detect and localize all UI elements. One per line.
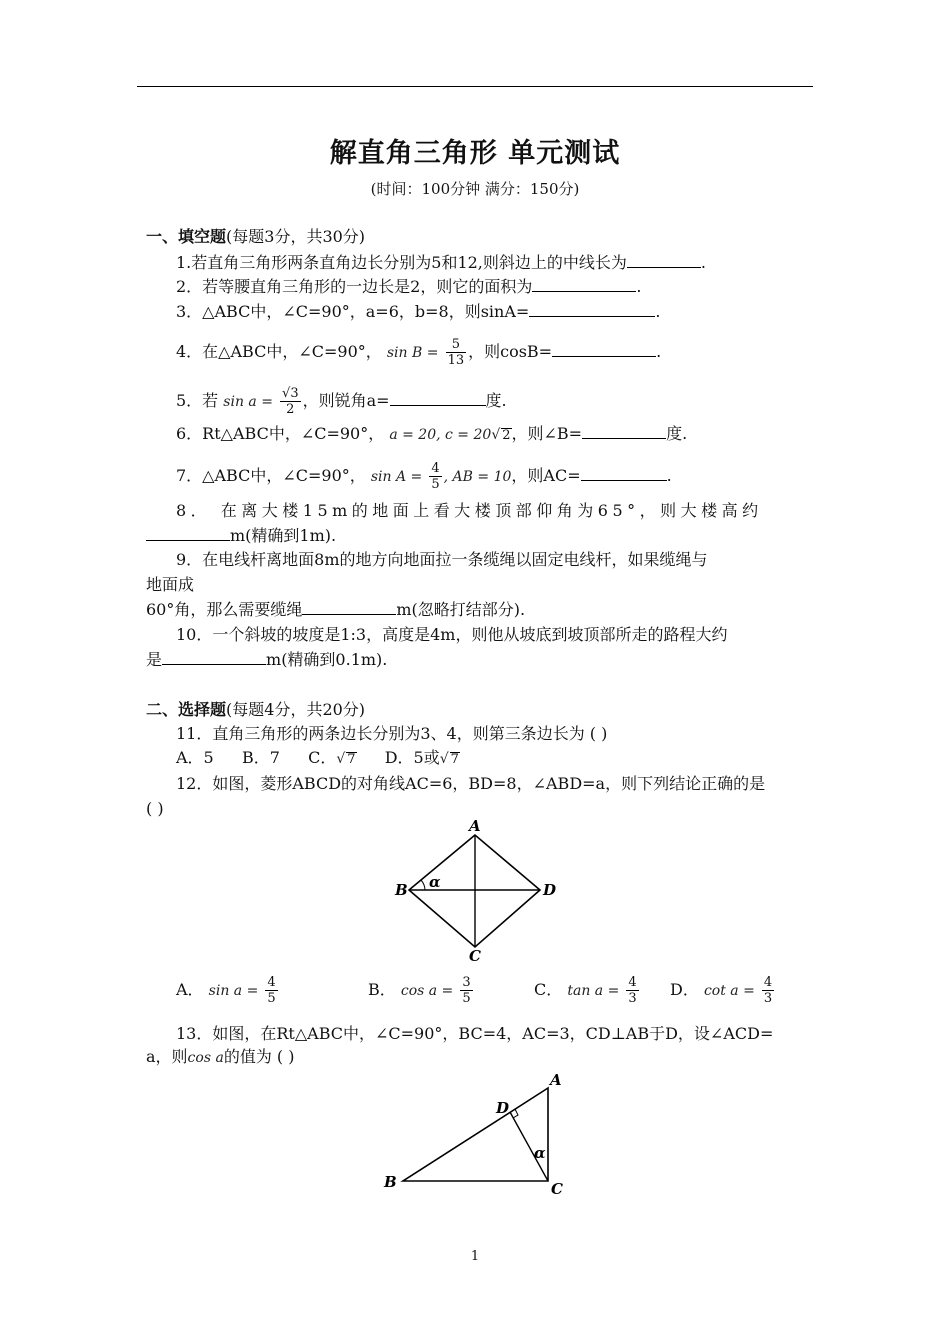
vertex-label-a: A — [469, 817, 481, 835]
answer-blank-9[interactable] — [302, 600, 396, 615]
page-number: 1 — [470, 1249, 480, 1264]
question-11-options — [176, 748, 460, 769]
option-12d[interactable]: D． cot a = $\frac{4}{3}$ — [670, 975, 773, 1006]
answer-blank-6[interactable] — [582, 424, 666, 439]
fraction: $\frac{4}{5}$ — [431, 461, 440, 492]
question-2: 2．若等腰直角三角形的一边长是2，则它的面积为 . — [176, 277, 642, 296]
section2-heading: 二、选择题 — [146, 700, 227, 719]
answer-blank-3[interactable] — [529, 302, 655, 317]
question-9-line1: 9．在电线杆离地面8m的地方向地面拉一条缆绳以固定电线杆，如果缆绳与 — [176, 550, 708, 569]
vertex-label-b: B — [384, 1173, 397, 1191]
question-6: 6．Rt△ABC中，∠C=90°， a = 20, c = 20√ 2，则∠B= 度. — [176, 424, 688, 443]
answer-blank-4[interactable] — [552, 342, 656, 357]
question-3: 3．△ABC中，∠C=90°，a=6，b=8，则sinA= . — [176, 302, 661, 321]
vertex-label-c: C — [469, 947, 481, 965]
question-4: 4．在△ABC中，∠C=90°， sin B = $\frac{5}{13}$ ，则cosB= . — [176, 337, 662, 368]
fraction: $\frac{5}{13}$ — [447, 337, 465, 368]
option-a[interactable]: A．5 — [176, 748, 214, 767]
question-10-line2: 是 m(精确到0.1m). — [146, 650, 388, 669]
question-9-line3: 60°角，那么需要缆绳 m(忽略打结部分). — [146, 600, 526, 619]
vertex-label-d: D — [496, 1099, 510, 1117]
option-12c[interactable]: C． tan a = $\frac{4}{3}$ — [534, 975, 637, 1006]
question-9-line2: 地面成 — [146, 575, 195, 594]
question-11: 11．直角三角形的两条边长分别为3、4，则第三条边长为 ( ) — [176, 724, 608, 743]
right-triangle-figure — [378, 1068, 578, 1203]
fraction: $\frac{4}{3}$ — [763, 975, 773, 1006]
question-8-line1: 8． 在离大楼15m的地面上看大楼顶部仰角为65°，则大楼高约 — [176, 501, 763, 520]
answer-blank-1[interactable] — [627, 253, 701, 268]
option-12b[interactable]: B． cos a = $\frac{3}{5}$ — [368, 975, 471, 1006]
page-subtitle: (时间：100分钟 满分：150分) — [370, 180, 580, 198]
angle-label-alpha: α — [534, 1144, 546, 1162]
question-8-line2: m(精确到1m). — [146, 526, 336, 546]
answer-blank-5[interactable] — [390, 391, 486, 406]
section2-heading-line — [146, 700, 365, 720]
vertex-label-c: C — [551, 1180, 563, 1198]
question-7: 7．△ABC中，∠C=90°， sin A = $\frac{4}{5}$ , AB = 10，则AC= . — [176, 461, 672, 492]
section1-heading: 一、填空题 — [146, 227, 227, 246]
question-10-line1: 10．一个斜坡的坡度是1:3，高度是4m，则他从坡底到坡顶部所走的路程大约 — [176, 625, 728, 644]
section2-note: (每题4分，共20分) — [226, 700, 366, 719]
page-title: 解直角三角形 单元测试 — [329, 138, 621, 169]
section1-note: (每题3分，共30分) — [226, 227, 366, 246]
question-1: 1.若直角三角形两条直角边长分别为5和12,则斜边上的中线长为 . — [176, 253, 706, 272]
question-13-line1: 13．如图，在Rt△ABC中，∠C=90°，BC=4，AC=3，CD⊥AB于D，设∠ACD= — [176, 1024, 774, 1043]
triangle-abc — [403, 1088, 548, 1181]
answer-blank-8[interactable] — [146, 526, 230, 541]
option-c[interactable]: C．√ 7 — [308, 748, 356, 767]
vertex-label-b: B — [395, 881, 408, 899]
option-d[interactable]: D．5或√ 7 — [384, 748, 459, 767]
vertex-label-d: D — [543, 881, 557, 899]
option-b[interactable]: B．7 — [241, 748, 280, 767]
question-12-line1: 12．如图，菱形ABCD的对角线AC=6，BD=8，∠ABD=a，则下列结论正确的是 — [176, 774, 766, 793]
answer-blank-2[interactable] — [532, 277, 636, 292]
fraction: $\frac{4}{5}$ — [267, 975, 276, 1006]
header-rule — [137, 86, 813, 87]
fraction: $\frac{√3}{2}$ — [282, 386, 299, 417]
question-13-line2: a，则cos a的值为 ( ) — [146, 1047, 295, 1066]
answer-blank-10[interactable] — [162, 650, 266, 665]
angle-label-alpha: α — [429, 873, 441, 891]
angle-arc — [421, 880, 425, 890]
option-12a[interactable]: A． sin a = $\frac{4}{5}$ — [176, 975, 276, 1006]
answer-blank-7[interactable] — [581, 466, 667, 481]
question-12-line2: ( ) — [146, 799, 164, 818]
rhombus-figure — [385, 815, 565, 965]
fraction: $\frac{3}{5}$ — [462, 975, 471, 1006]
question-5: 5．若 sin a = $\frac{√3}{2}$ ，则锐角a= 度. — [176, 386, 507, 417]
section1-heading-line — [146, 227, 365, 247]
fraction: $\frac{4}{3}$ — [628, 975, 637, 1006]
vertex-label-a: A — [550, 1071, 562, 1089]
